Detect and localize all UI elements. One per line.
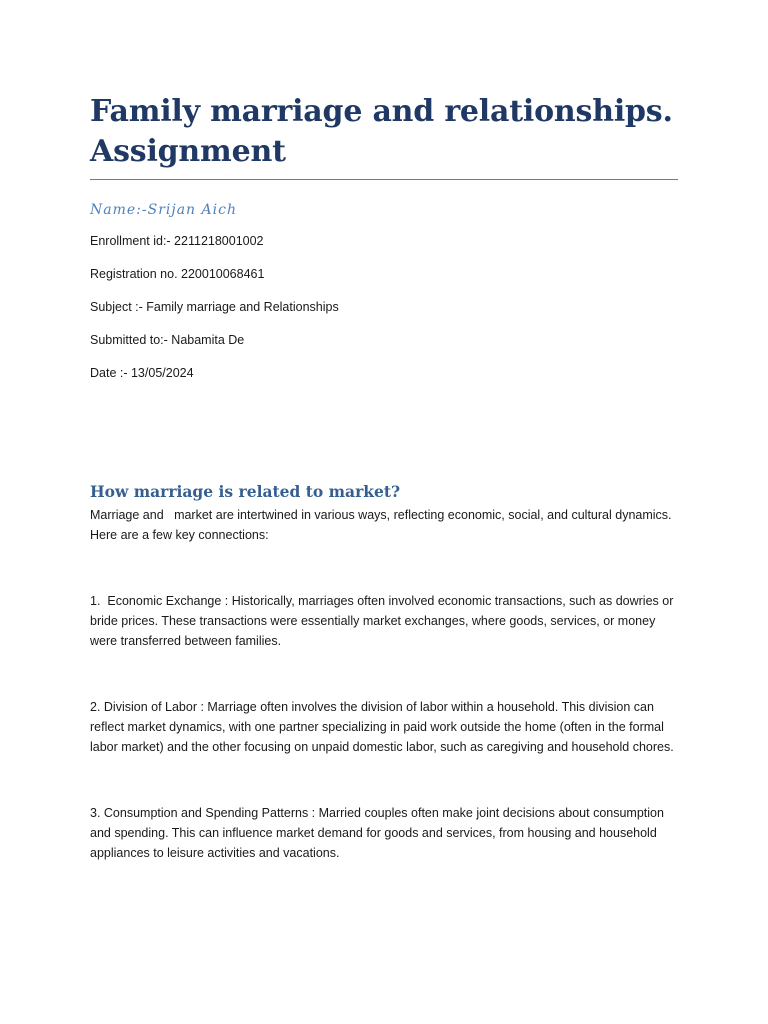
submitted-to: Submitted to:- Nabamita De (90, 333, 245, 347)
section-heading: How marriage is related to market? (90, 482, 401, 501)
title-line-2: Assignment (90, 134, 286, 169)
title-divider (90, 179, 678, 180)
title-line-1: Family marriage and relationships. (90, 94, 673, 129)
enrollment-id: Enrollment id:- 2211218001002 (90, 234, 264, 248)
point-consumption-spending: 3. Consumption and Spending Patterns : Married couples often make joint decisions about consumption and spending. This can influence market demand for goods and services, from housing and household appliances to leisure activities and vacations. (90, 806, 668, 860)
registration-no: Registration no. 220010068461 (90, 267, 265, 281)
date: Date :- 13/05/2024 (90, 366, 194, 380)
author-name: Name:-Srijan Aich (90, 202, 237, 218)
document-title (90, 92, 678, 172)
intro-paragraph: Marriage and market are intertwined in various ways, reflecting economic, social, and cultural dynamics. Here are a few key connections: (90, 508, 675, 542)
subject: Subject :- Family marriage and Relationships (90, 300, 339, 314)
document-content (90, 92, 678, 863)
point-economic-exchange: 1. Economic Exchange : Historically, marriages often involved economic transactions, such as dowries or bride prices. These transactions were essentially market exchanges, where goods, services, or money were transferred between families. (90, 594, 677, 648)
point-division-of-labor: 2. Division of Labor : Marriage often involves the division of labor within a household. This division can reflect market dynamics, with one partner specializing in paid work outside the home (often in the formal labor market) and the other focusing on unpaid domestic labor, such as caregiving and household chores. (90, 700, 674, 754)
